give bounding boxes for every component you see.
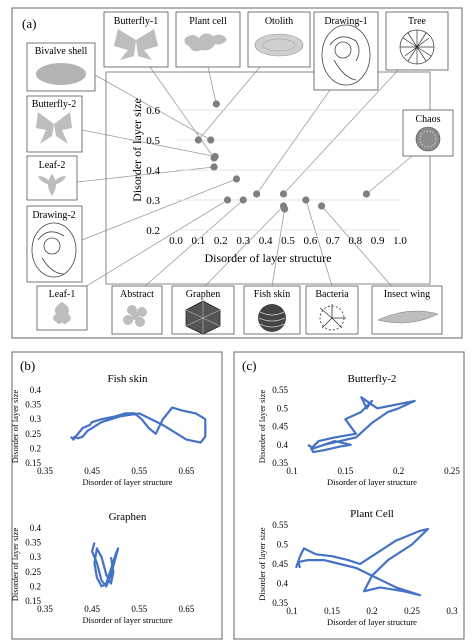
subchart-x-tick: 0.15 <box>337 466 354 476</box>
scatter-point <box>213 100 220 107</box>
main-x-tick-label: 0.2 <box>213 235 228 247</box>
subchart-x-tick: 0.15 <box>324 606 340 616</box>
subchart-x-axis-label: Disorder of layer structure <box>327 617 417 627</box>
subchart-y-axis-label: Disorder of layer size <box>10 527 20 602</box>
leader-line <box>257 90 330 194</box>
main-x-tick-label: 0.7 <box>325 235 340 247</box>
thumb-leaf1-label: Leaf-1 <box>48 289 76 300</box>
subchart-x-axis-label: Disorder of layer structure <box>327 477 417 487</box>
main-x-axis-label: Disorder of layer structure <box>204 251 332 265</box>
thumb-bivalve-label: Bivalve shell <box>34 46 88 57</box>
subchart-y-tick: 0.15 <box>25 458 41 468</box>
main-x-tick-label: 0.0 <box>169 235 183 247</box>
subchart-y-tick: 0.35 <box>25 399 41 410</box>
main-y-tick-label: 0.4 <box>146 165 160 177</box>
subchart-y-tick: 0.35 <box>25 537 41 548</box>
panel-b-frame <box>12 352 222 639</box>
main-y-tick-label: 0.6 <box>146 105 160 117</box>
subchart-y-tick: 0.3 <box>29 552 41 563</box>
main-x-tick-label: 1.0 <box>393 235 407 247</box>
leader-line <box>366 156 412 194</box>
thumb-bacteria <box>306 286 358 334</box>
scatter-point <box>195 136 202 143</box>
main-y-tick-label: 0.2 <box>146 225 160 237</box>
main-x-tick-label: 0.1 <box>191 235 206 247</box>
fish-skin-icon <box>258 304 286 332</box>
thumb-chaos <box>403 110 453 156</box>
subchart-y-tick: 0.2 <box>29 443 41 454</box>
thumb-drawing-1 <box>314 12 378 90</box>
subchart-y-tick: 0.3 <box>29 414 41 425</box>
subchart-y-tick: 0.35 <box>272 458 288 468</box>
otolith-icon <box>255 34 303 56</box>
thumb-plant-cell <box>176 12 240 67</box>
thumb-graphen <box>172 286 234 334</box>
leader-line <box>322 206 395 290</box>
thumb-butterfly-1 <box>104 12 168 67</box>
thumb-drawing-2 <box>27 206 82 282</box>
main-y-tick-label: 0.3 <box>146 195 160 207</box>
main-x-tick-label: 0.6 <box>303 235 318 247</box>
thumb-tree-label: Tree <box>408 16 426 27</box>
subchart-x-tick: 0.35 <box>37 604 53 614</box>
graphen-trajectory-chart <box>10 511 195 625</box>
scatter-point <box>253 190 260 197</box>
subchart-x-tick: 0.25 <box>404 606 420 616</box>
subchart-y-axis-label: Disorder of layer size <box>257 527 267 601</box>
subchart-title: Graphen <box>108 511 147 523</box>
scatter-point <box>233 175 240 182</box>
main-x-tick-label: 0.9 <box>370 235 385 247</box>
thumb-tree <box>386 12 448 70</box>
subchart-x-tick: 0.65 <box>178 466 195 476</box>
subchart-y-tick: 0.4 <box>29 523 41 533</box>
scatter-point <box>224 196 231 203</box>
thumb-chaos-label: Chaos <box>415 114 441 125</box>
trajectory-line <box>92 543 118 587</box>
panel-b <box>10 352 222 639</box>
subchart-x-tick: 0.2 <box>366 606 378 616</box>
scatter-point <box>207 136 214 143</box>
subchart-x-tick: 0.55 <box>131 604 148 614</box>
thumb-butterfly2-label: Butterfly-2 <box>31 99 77 110</box>
panel-b-label: (b) <box>20 358 36 373</box>
subchart-y-axis-label: Disorder of layer size <box>257 389 267 464</box>
subchart-y-tick: 0.45 <box>272 421 288 432</box>
subchart-x-axis-label: Disorder of layer structure <box>82 615 173 625</box>
scatter-point <box>210 163 217 170</box>
trajectory-line <box>308 397 415 452</box>
subchart-y-tick: 0.4 <box>276 439 288 450</box>
main-x-tick-label: 0.8 <box>348 235 363 247</box>
thumb-plantcell-label: Plant cell <box>189 16 227 27</box>
subchart-x-tick: 0.45 <box>84 466 101 476</box>
main-x-tick-label: 0.5 <box>281 235 295 247</box>
tree-icon <box>400 30 434 64</box>
leader-line <box>198 67 260 140</box>
scatter-point <box>302 196 309 203</box>
main-y-tick-label: 0.5 <box>146 135 160 147</box>
thumb-leaf-2 <box>27 156 77 200</box>
subchart-y-tick: 0.4 <box>276 578 288 589</box>
panel-a-label: (a) <box>22 16 37 31</box>
thumb-graphen-label: Graphen <box>185 289 221 300</box>
subchart-title: Fish skin <box>107 373 148 385</box>
subchart-y-tick: 0.55 <box>272 385 288 395</box>
main-x-tick-label: 0.3 <box>236 235 251 247</box>
fish-skin-trajectory-chart <box>10 373 205 487</box>
subchart-y-tick: 0.5 <box>276 403 288 414</box>
scatter-point <box>280 190 287 197</box>
trajectory-line <box>296 529 428 595</box>
leader-line <box>208 67 216 104</box>
panel-c <box>234 352 464 639</box>
subchart-x-tick: 0.3 <box>446 606 458 616</box>
subchart-x-axis-label: Disorder of layer structure <box>82 477 173 487</box>
trajectory-line <box>71 408 205 443</box>
subchart-y-tick: 0.2 <box>29 581 41 592</box>
panel-c-label: (c) <box>242 358 257 373</box>
subchart-y-axis-label: Disorder of layer size <box>10 389 20 464</box>
leader-line <box>272 209 285 286</box>
subchart-x-tick: 0.65 <box>178 604 195 614</box>
panel-c-frame <box>234 352 464 639</box>
subchart-x-tick: 0.25 <box>444 466 460 476</box>
thumb-otolith-label: Otolith <box>264 16 294 27</box>
subchart-y-tick: 0.5 <box>276 539 288 550</box>
scatter-point <box>212 153 219 160</box>
subchart-title: Plant Cell <box>350 508 394 520</box>
thumb-otolith <box>248 12 310 67</box>
subchart-y-tick: 0.25 <box>25 428 41 439</box>
thumb-fish-skin <box>244 286 300 334</box>
subchart-y-tick: 0.45 <box>272 559 288 569</box>
thumb-insectwing-label: Insect wing <box>383 289 431 300</box>
subchart-x-tick: 0.1 <box>286 466 298 476</box>
thumb-insect-wing <box>372 286 442 334</box>
scatter-point <box>281 205 288 212</box>
subchart-x-tick: 0.45 <box>84 604 101 614</box>
bivalve-shell-icon <box>36 63 86 85</box>
scatter-point <box>363 190 370 197</box>
subchart-y-tick: 0.55 <box>272 520 288 530</box>
scatter-point <box>318 202 325 209</box>
subchart-title: Butterfly-2 <box>347 373 397 385</box>
subchart-x-tick: 0.1 <box>286 606 298 616</box>
thumb-leaf2-label: Leaf-2 <box>38 160 66 171</box>
main-x-tick-label: 0.4 <box>258 235 273 247</box>
scatter-point <box>240 196 247 203</box>
subchart-x-tick: 0.35 <box>37 466 53 476</box>
subchart-y-tick: 0.35 <box>272 598 288 608</box>
subchart-x-tick: 0.55 <box>131 466 148 476</box>
thumb-bacteria-label: Bacteria <box>315 289 349 300</box>
thumb-bivalve-shell <box>27 43 95 91</box>
thumb-drawing2-label: Drawing-2 <box>32 210 76 221</box>
subchart-y-tick: 0.25 <box>25 566 41 577</box>
subchart-x-tick: 0.2 <box>393 466 405 476</box>
leader-line <box>80 200 228 290</box>
thumb-fishskin-label: Fish skin <box>253 289 291 300</box>
plant-cell-trajectory-chart <box>257 508 458 627</box>
thumb-drawing1-label: Drawing-1 <box>324 16 368 27</box>
thumb-abstract-label: Abstract <box>120 289 154 300</box>
butterfly-2-trajectory-chart <box>257 373 460 487</box>
thumb-abstract <box>112 286 162 334</box>
subchart-y-tick: 0.4 <box>29 385 41 395</box>
thumb-leaf-1 <box>37 286 87 330</box>
main-y-axis-label: Disorder of layer size <box>130 98 144 202</box>
thumb-butterfly-2 <box>27 96 82 152</box>
thumb-butterfly1-label: Butterfly-1 <box>113 16 159 27</box>
subchart-y-tick: 0.15 <box>25 596 41 606</box>
